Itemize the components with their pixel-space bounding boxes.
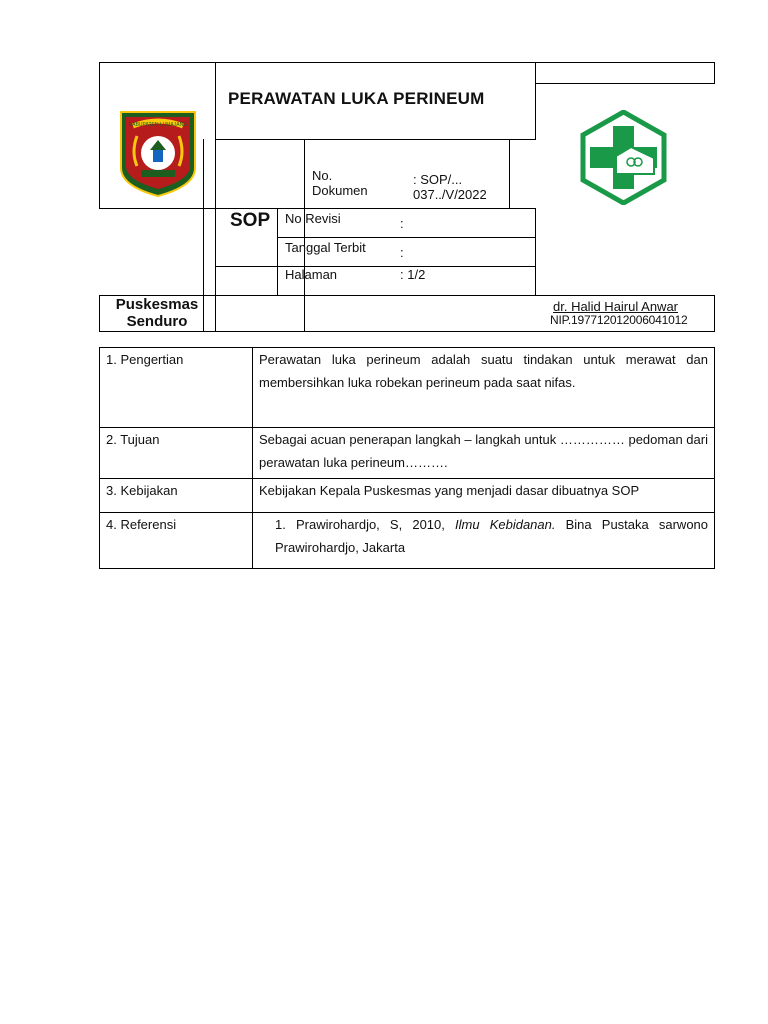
doc-number-label: No. Dokumen — [312, 168, 368, 198]
puskesmas-name: Puskesmas Senduro — [115, 296, 199, 330]
table-row — [100, 513, 715, 569]
reference-item — [253, 513, 715, 569]
reference-author: Prawirohardjo, S, 2010, — [295, 517, 445, 532]
row-label: 1. Pengertian — [100, 348, 253, 428]
reference-title: Ilmu Kebidanan. — [455, 517, 556, 532]
page-title: PERAWATAN LUKA PERINEUM — [228, 89, 485, 108]
row-content: Sebagai acuan penerapan langkah – langkah untuk …………… pedoman dari perawatan luka perineum………. — [253, 428, 715, 479]
puskesmas-cross-icon — [576, 110, 671, 205]
header-divider — [277, 208, 278, 296]
reference-publisher: Bina Pustaka sarwono Prawirohardjo, Jakarta — [275, 517, 709, 555]
header-divider — [215, 208, 536, 209]
header-top-right-cell — [535, 62, 715, 84]
issue-date-label: Tanggal Terbit — [285, 240, 366, 255]
header-divider — [215, 266, 536, 267]
header-divider — [535, 208, 536, 296]
sop-table — [99, 347, 715, 569]
signer-name: dr. Halid Hairul Anwar — [553, 299, 678, 314]
revision-value: : — [400, 216, 404, 231]
kabupaten-lumajang-crest-icon — [117, 106, 199, 199]
issue-date-value: : — [400, 245, 404, 260]
crest-text: KABUPATEN LUMAJANG — [128, 122, 188, 128]
page-label: Halaman — [285, 267, 338, 282]
table-row — [100, 428, 715, 479]
row-content: Perawatan luka perineum adalah suatu tindakan untuk merawat dan membersihkan luka robekan perineum pada saat nifas. — [253, 348, 715, 428]
table-row — [100, 348, 715, 428]
page-value: : 1/2 — [400, 267, 426, 282]
table-row — [100, 479, 715, 513]
header-divider — [277, 237, 536, 238]
sop-label: SOP — [230, 210, 271, 231]
row-label: 2. Tujuan — [100, 428, 253, 479]
row-content: Kebijakan Kepala Puskesmas yang menjadi dasar dibuatnya SOP — [253, 479, 715, 513]
row-label: 3. Kebijakan — [100, 479, 253, 513]
signer-nip: NIP.197712012006041012 — [550, 313, 688, 327]
doc-number-value: : SOP/... 037../V/2022 — [413, 172, 487, 202]
revision-label: No Revisi — [285, 211, 341, 226]
reference-number: 1. — [275, 517, 286, 532]
row-label: 4. Referensi — [100, 513, 253, 569]
